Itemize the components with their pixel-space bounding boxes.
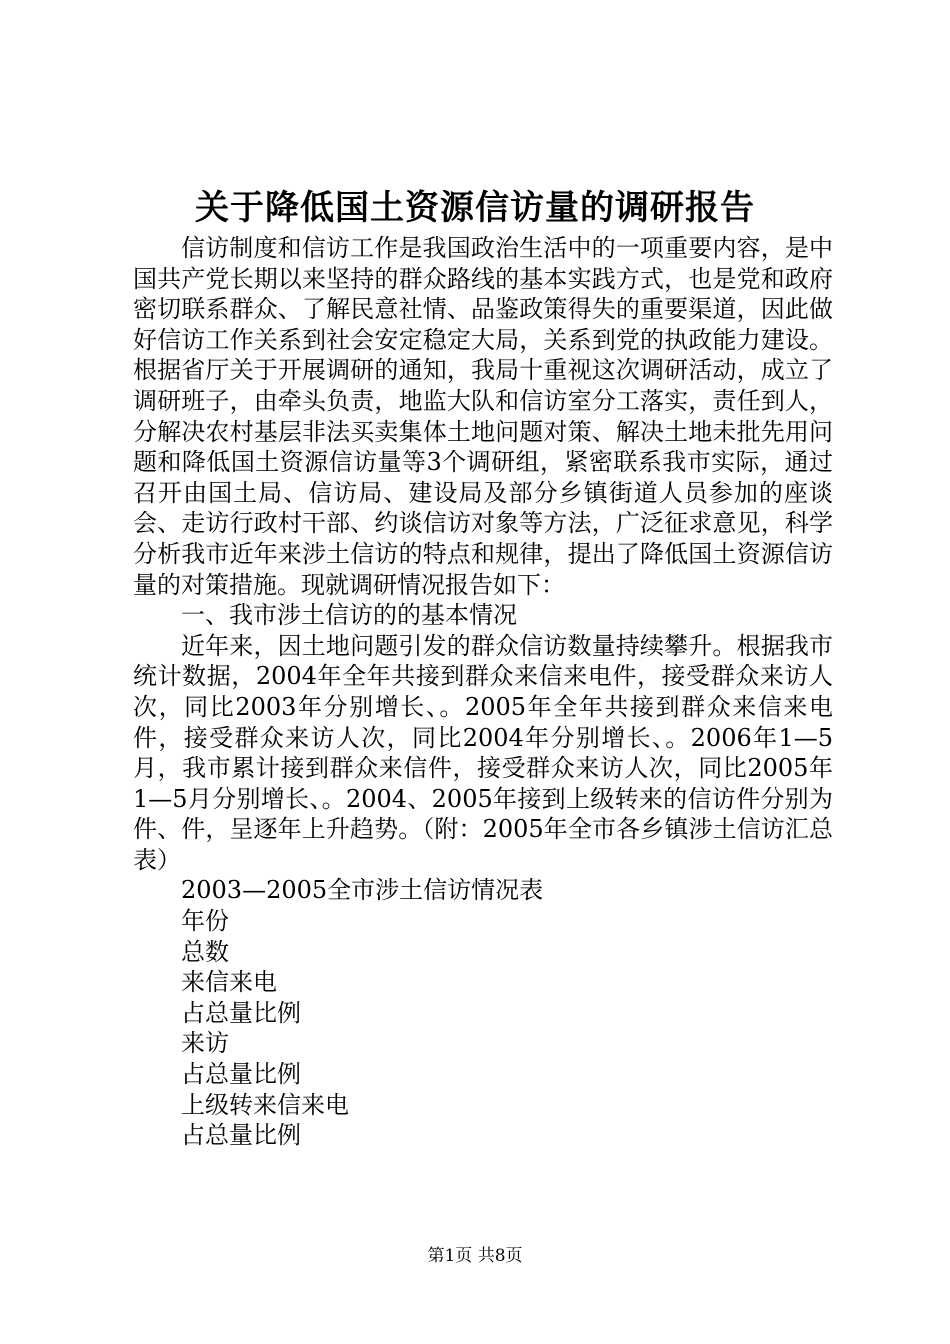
document-title: 关于降低国土资源信访量的调研报告: [195, 188, 755, 228]
table-column-item: 来信来电: [181, 968, 277, 997]
table-column-item: 来访: [181, 1029, 229, 1058]
table-column-list: [133, 906, 833, 1151]
statistics-paragraph: 近年来，因土地问题引发的群众信访数量持续攀升。根据我市统计数据，2004年全年共接到群众来信来电件，接受群众来访人次，同比2003年分别增长、。2005年全年共接到群众来信来电件，接受群众来访人次，同比2004年分别增长、。2006年1—5月，我市累计接到群众来信件，接受群众来访人次，同比2005年1—5月分别增长、。2004、2005年接到上级转来的信访件分别为件、件，呈逐年上升趋势。（附：2005年全市各乡镇涉土信访汇总表）: [133, 631, 833, 874]
table-column-item: 总数: [181, 937, 229, 966]
table-column-item: 占总量比例: [181, 1121, 301, 1150]
table-column-item: 占总量比例: [181, 998, 301, 1027]
page-number-footer: 第1页 共8页: [427, 1246, 523, 1266]
intro-paragraph: 信访制度和信访工作是我国政治生活中的一项重要内容，是中国共产党长期以来坚持的群众路线的基本实践方式，也是党和政府密切联系群众、了解民意社情、品鉴政策得失的重要渠道，因此做好信访工作关系到社会安定稳定大局，关系到党的执政能力建设。根据省厅关于开展调研的通知，我局十重视这次调研活动，成立了调研班子，由牵头负责，地监大队和信访室分工落实，责任到人，分解决农村基层非法买卖集体土地问题对策、解决土地未批先用问题和降低国土资源信访量等3个调研组，紧密联系我市实际，通过召开由国土局、信访局、建设局及部分乡镇街道人员参加的座谈会、走访行政村干部、约谈信访对象等方法，广泛征求意见，科学分析我市近年来涉土信访的特点和规律，提出了降低国土资源信访量的对策措施。现就调研情况报告如下：: [133, 234, 833, 599]
table-column-item: 年份: [181, 907, 229, 936]
section-heading: 一、我市涉土信访的的基本情况: [181, 601, 517, 630]
table-title: 2003—2005全市涉土信访情况表: [181, 876, 544, 905]
table-column-item: 占总量比例: [181, 1060, 301, 1089]
document-body: [133, 233, 833, 1151]
table-column-item: 上级转来信来电: [181, 1090, 349, 1119]
